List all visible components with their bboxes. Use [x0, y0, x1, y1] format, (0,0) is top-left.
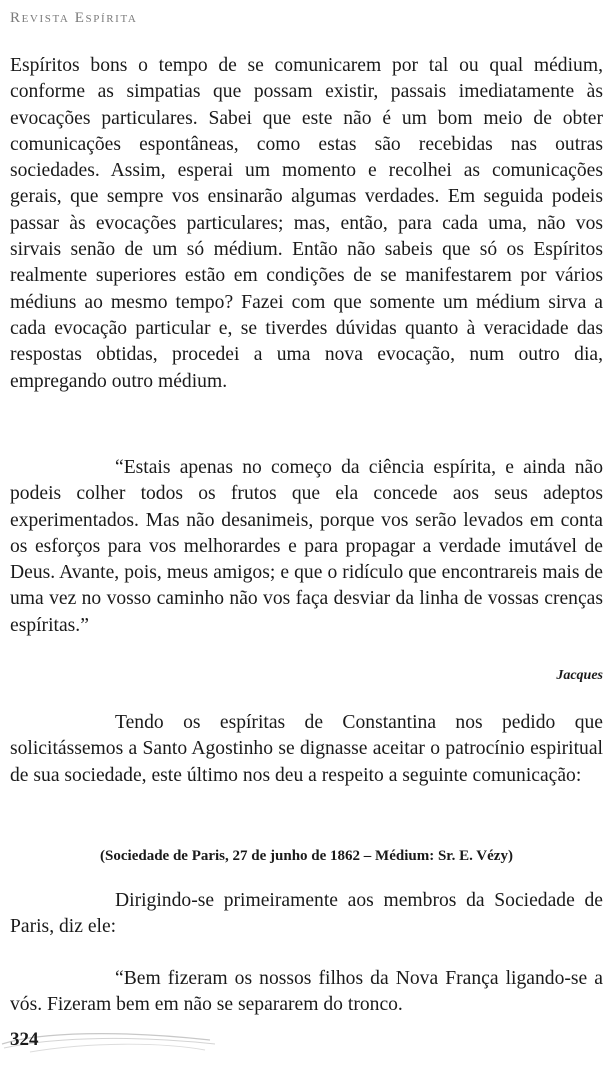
body-paragraph: Dirigindo-se primeiramente aos membros da Sociedade de Paris, diz ele: [10, 890, 603, 938]
running-head: Revista Espírita [10, 10, 138, 26]
body-paragraph: Tendo os espíritas de Constantina nos pedido que solicitássemos a Santo Agostinho se dignasse aceitar o patrocínio espiritual de sua sociedade, este último nos deu a respeito a seguinte comunicação: [10, 712, 603, 786]
body-paragraph: Espíritos bons o tempo de se comunicarem por tal ou qual médium, conforme as simpatias que possam existir, passais imediatamente às evocações particulares. Sabei que este não é um bom meio de obter comunicações espontâneas, como estas são recebidas nas outras sociedades. Assim, esperai um momento e recolhei as comunicações gerais, que sempre vos ensinarão algumas verdades. Em seguida podeis passar às evocações particulares; mas, então, para cada uma, não vos sirvais senão de um só médium. Então não sabeis que só os Espíritos realmente superiores estão em condições de se manifestarem por vários médiuns ao mesmo tempo? Fazei com que somente um médium sirva a cada evocação particular e, se tiverdes dúvidas quanto à veracidade das respostas obtidas, procedei a uma nova evocação, num outro dia, empregando outro médium. [10, 55, 603, 392]
quoted-paragraph: “Bem fizeram os nossos filhos da Nova França ligando-se a vós. Fizeram bem em não se separarem do tronco. [10, 968, 603, 1016]
page-number: 324 [10, 1029, 39, 1050]
signature: Jacques [556, 668, 603, 683]
session-heading: (Sociedade de Paris, 27 de junho de 1862 – Médium: Sr. E. Vézy) [100, 848, 513, 864]
quoted-paragraph: “Estais apenas no começo da ciência espírita, e ainda não podeis colher todos os frutos que ela concede aos seus adeptos experimentados. Mas não desanimeis, porque vos serão levados em conta os esforços para vos melhorardes e para propagar a verdade imutável de Deus. Avante, pois, meus amigos; e que o ridículo que encontrareis mais de uma vez no vosso caminho não vos faça desviar da linha de vossas crenças espíritas.” [10, 457, 603, 636]
